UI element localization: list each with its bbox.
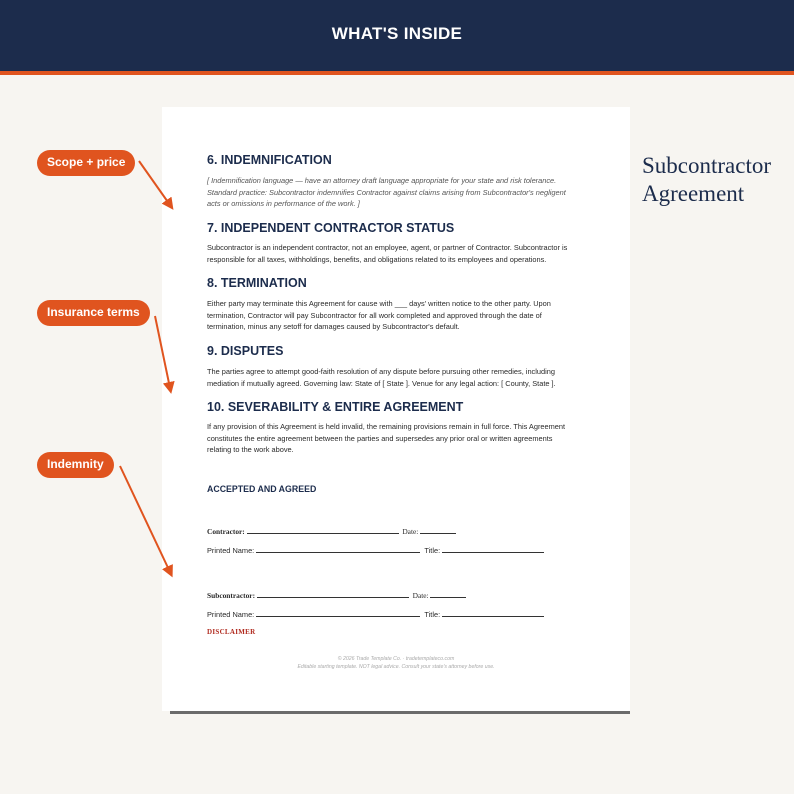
body-line: Either party may terminate this Agreement for cause with ___ days' written notice to the other party. Upon bbox=[207, 299, 551, 308]
callout-indemnity: Indemnity bbox=[37, 452, 114, 478]
body-line: termination, minus any setoff for damages caused by Subcontractor's default. bbox=[207, 322, 460, 331]
body-line: If any provision of this Agreement is held invalid, the remaining provisions remain in full force. This Agreement bbox=[207, 422, 566, 431]
disclaimer-heading: DISCLAIMER bbox=[207, 628, 256, 636]
section-heading-severability: 10. SEVERABILITY & ENTIRE AGREEMENT bbox=[207, 400, 464, 414]
date-label: Date: bbox=[412, 591, 429, 600]
footer-copyright: © 2026 Trade Template Co. · tradetemplateco.com bbox=[337, 656, 455, 662]
printed-name-label: Printed Name: bbox=[207, 546, 255, 555]
body-line: relating to the work above. bbox=[207, 445, 294, 454]
body-line: [ Indemnification language — have an attorney draft language appropriate for your state and risk tolerance. bbox=[207, 176, 557, 185]
side-title-line: Agreement bbox=[642, 181, 745, 206]
body-line: constitutes the entire agreement between the parties and supersedes any prior oral or written agreements bbox=[207, 433, 553, 443]
date-label: Date: bbox=[402, 527, 419, 536]
title-label: Title: bbox=[424, 546, 441, 555]
body-line: Subcontractor is an independent contractor, not an employee, agent, or partner of Contractor. Subcontractor is bbox=[207, 243, 568, 252]
body-line: termination, Contractor will pay Subcontractor for all work completed and approved through the date of bbox=[207, 310, 542, 320]
body-line: The parties agree to attempt good-faith resolution of any dispute before pursuing other remedies, including bbox=[207, 367, 555, 376]
section-heading-termination: 8. TERMINATION bbox=[207, 276, 307, 290]
side-title-line: Subcontractor bbox=[642, 153, 772, 178]
section-heading-disputes: 9. DISPUTES bbox=[207, 344, 284, 358]
contractor-label: Contractor: bbox=[207, 527, 245, 536]
arrow-scope-price bbox=[139, 161, 170, 205]
section-heading-indemnification: 6. INDEMNIFICATION bbox=[207, 153, 332, 167]
body-line: mediation if mutually agreed. Governing law: State of [ State ]. Venue for any legal action: [ County, State ]. bbox=[207, 378, 556, 388]
title-label: Title: bbox=[424, 610, 441, 619]
arrow-indemnity bbox=[120, 466, 170, 572]
callout-scope-price: Scope + price bbox=[37, 150, 135, 176]
arrow-insurance-terms bbox=[155, 316, 170, 388]
body-line: acts or omissions in performance of the work. ] bbox=[207, 199, 360, 208]
printed-name-label: Printed Name: bbox=[207, 610, 255, 619]
body-line: responsible for all taxes, withholdings, benefits, and obligations related to its employees and operations. bbox=[207, 254, 547, 264]
callout-insurance-terms: Insurance terms bbox=[37, 300, 150, 326]
subcontractor-label: Subcontractor: bbox=[207, 591, 256, 600]
section-heading-contractor-status: 7. INDEPENDENT CONTRACTOR STATUS bbox=[207, 221, 455, 235]
accepted-and-agreed-heading: ACCEPTED AND AGREED bbox=[207, 484, 317, 494]
side-title bbox=[642, 152, 771, 208]
header-title: WHAT'S INSIDE bbox=[331, 24, 463, 43]
body-line: Standard practice: Subcontractor indemnifies Contractor against claims arising from Subcontractor's negligent bbox=[207, 187, 566, 197]
footer-note: Editable starting template. NOT legal advice. Consult your state's attorney before use. bbox=[297, 664, 495, 670]
